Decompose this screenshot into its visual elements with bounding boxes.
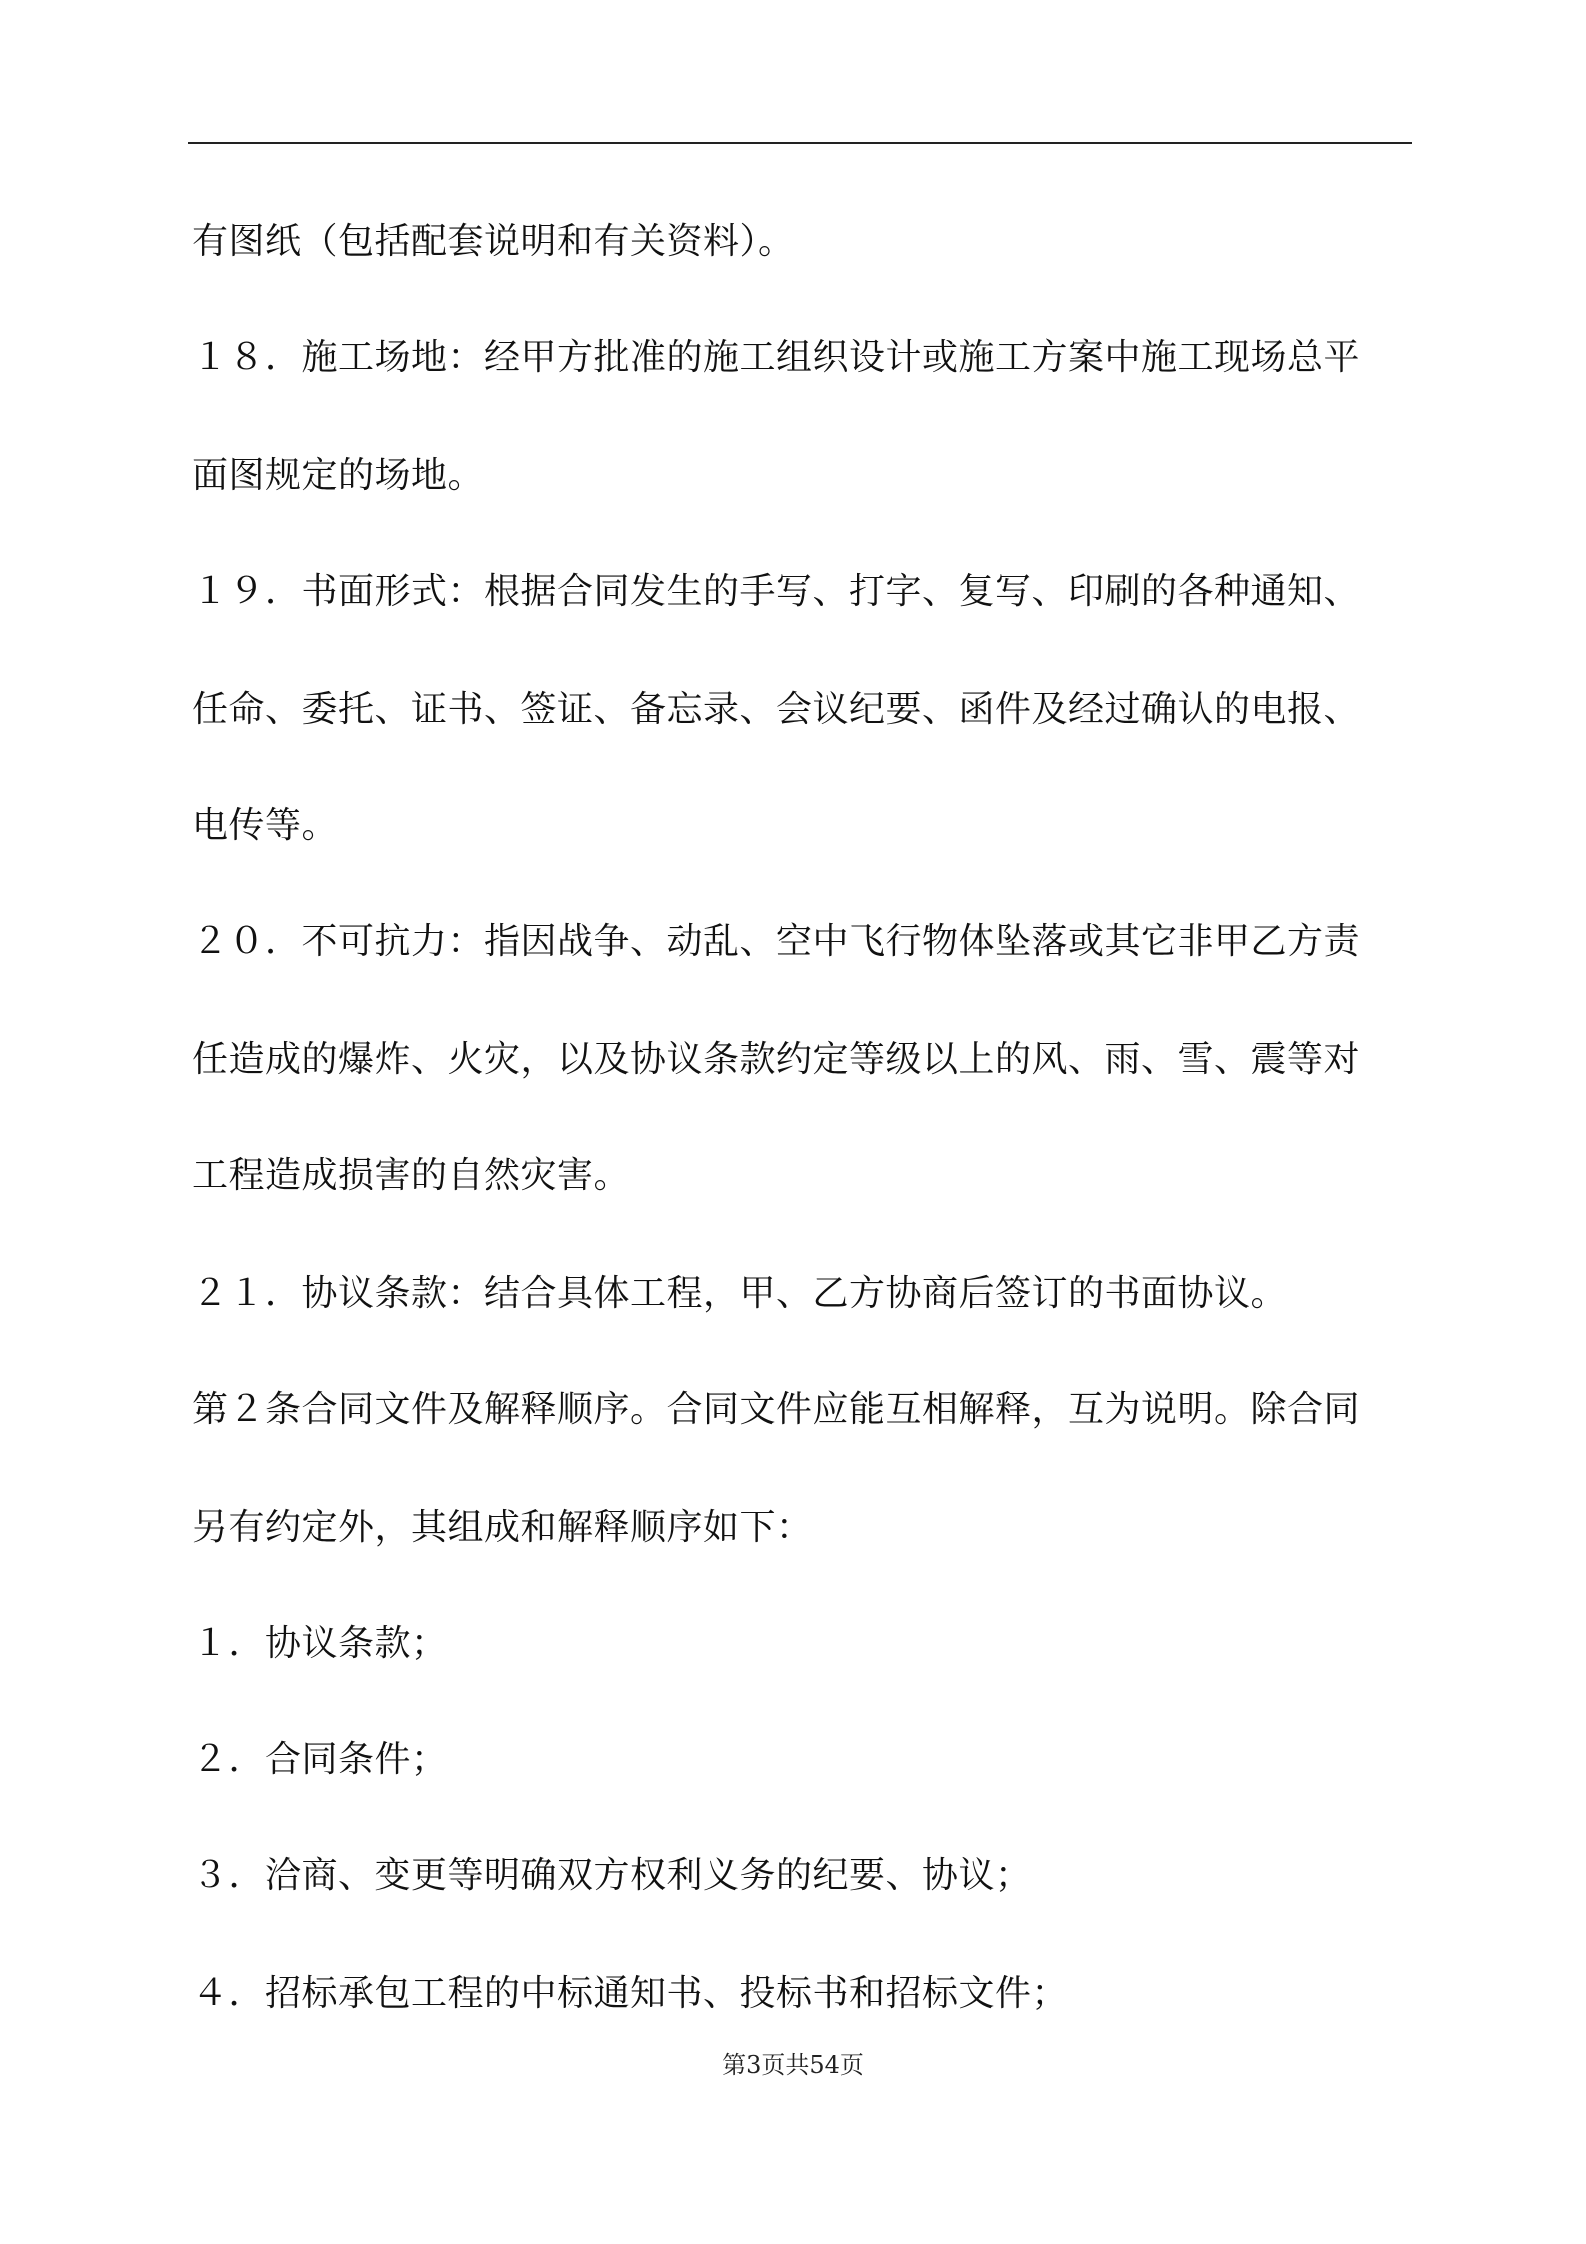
text-line-6: 电传等。 bbox=[192, 805, 339, 846]
text-line-10: ２１．协议条款：结合具体工程，甲、乙方协商后签订的书面协议。 bbox=[192, 1273, 1288, 1314]
text-line-8: 任造成的爆炸、火灾，以及协议条款约定等级以上的风、雨、雪、震等对 bbox=[192, 1039, 1361, 1080]
text-line-13: １．协议条款； bbox=[192, 1623, 448, 1664]
text-line-1: 有图纸（包括配套说明和有关资料）。 bbox=[192, 221, 795, 262]
page-footer: 第3页共54页 bbox=[722, 2051, 864, 2079]
text-line-9: 工程造成损害的自然灾害。 bbox=[192, 1155, 631, 1196]
header-rule bbox=[188, 142, 1412, 144]
text-line-2: １８．施工场地：经甲方批准的施工组织设计或施工方案中施工现场总平 bbox=[192, 337, 1361, 378]
text-line-14: ２．合同条件； bbox=[192, 1739, 448, 1780]
text-line-15: ３．洽商、变更等明确双方权利义务的纪要、协议； bbox=[192, 1855, 1032, 1896]
text-line-12: 另有约定外，其组成和解释顺序如下： bbox=[192, 1507, 813, 1548]
text-line-16: ４．招标承包工程的中标通知书、投标书和招标文件； bbox=[192, 1973, 1069, 2014]
text-line-7: ２０．不可抗力：指因战争、动乱、空中飞行物体坠落或其它非甲乙方责 bbox=[192, 921, 1361, 962]
text-line-4: １９．书面形式：根据合同发生的手写、打字、复写、印刷的各种通知、 bbox=[192, 571, 1361, 612]
text-line-11: 第２条合同文件及解释顺序。合同文件应能互相解释，互为说明。除合同 bbox=[192, 1389, 1361, 1430]
text-line-3: 面图规定的场地。 bbox=[192, 455, 485, 496]
text-line-5: 任命、委托、证书、签证、备忘录、会议纪要、函件及经过确认的电报、 bbox=[192, 689, 1361, 730]
